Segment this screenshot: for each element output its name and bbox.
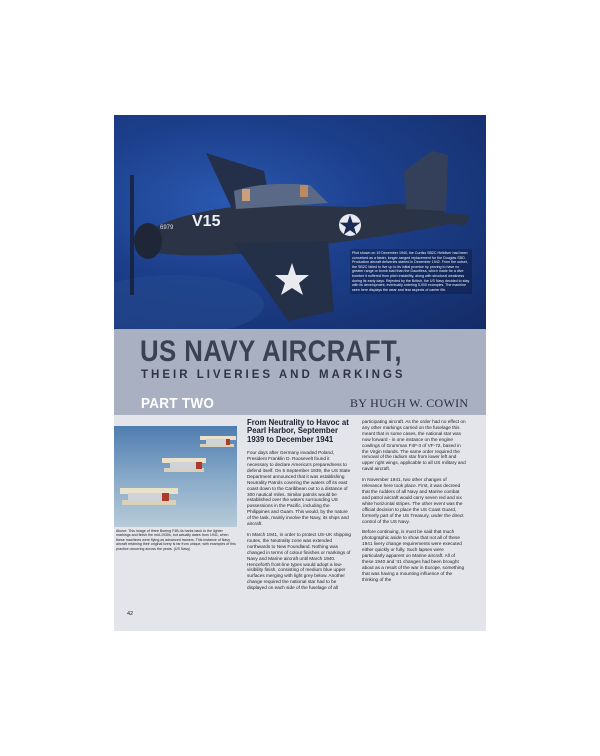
section-heading: From Neutrality to Havoc at Pearl Harbor, September 1939 to December 1941 <box>247 418 349 444</box>
biplane-icon <box>200 436 236 447</box>
paragraph: In November 1941, two other changes of relevance here took place. First, it was decreed that the rudders of all Navy and Marine combat and patrol aircraft would carry seven red and six white horizontal stripes. The other event was the official decision to place the US Coast Guard, formerly part of the US Treasury, under the direct control of the US Navy. <box>362 477 464 524</box>
biplane-icon <box>162 458 206 472</box>
article-subtitle: THEIR LIVERIES AND MARKINGS <box>141 369 406 381</box>
hero-photo <box>114 115 486 329</box>
paragraph: Before continuing, is must be said that much photographic aside to show that not all of these 1941 livery change requirements were executed either quickly or fully. Such lapses were particularly apparent on Marine aircraft. All of these 1940 and '41 changes had been brought about as a result of the war in Europe, something that was having a mounting influence of the thinking of the <box>362 529 465 582</box>
biplane-formation-illustration <box>114 426 237 527</box>
title-band <box>114 329 486 415</box>
article-title: US NAVY AIRCRAFT, <box>140 335 402 368</box>
biplane-icon <box>120 488 178 505</box>
magazine-page <box>114 115 486 631</box>
byline: BY HUGH W. COWIN <box>350 396 469 410</box>
inset-caption: Above: This image of three Boeing F4B-4s harks back to the lighter markings and finish the mid-1930s, but actually dates from 1941, when these machines were flying as advanced trainers. This instance of Navy aircraft retaining their original livery is far from unique, with examples of this practice occurring across the years. (US Navy) <box>116 529 236 551</box>
paragraph: In March 1941, in order to protect US-UK shipping routes, the Neutrality zone was extended northwards to New Foundland. Nothing was changed in terms of colour finishes or markings of Navy and Marine aircraft until March 1940. Henceforth front-line types would adopt a low-visibility finish, consisting of medium blue upper surfaces merging with light grey below. Another change required the national star had to be displayed on each side of the fuselage of all <box>247 532 351 591</box>
tail-code-marking: 6979 <box>160 225 174 231</box>
article-column-1 <box>247 419 351 596</box>
paragraph: participating aircraft. As the order had no effect on any other markings carried on the fuselage this meant that in some cases, the national star was now forward - in one instance on the engine cowlings of Grumman F4F-3 of VF-72, based in the Virgin Islands. The same order required the removal of the radium star from lower left and upper right wings, applicable to all US military and naval aircraft. <box>362 419 466 472</box>
paragraph: Four days after Germany invaded Poland, President Franklin D. Roosevelt found it necessary to declare America's preparedness to defend itself. On 5 September 1939, the US State Department announced that it was establishing Neutrality Patrols covering the waters off its east coast down to the Caribbean out to a distance of 300 nautical miles. Similar patrols would be established over the waters surrounding US possessions in the Pacific, including the Philippines and Guam. This would, by the nature of the task, mainly involve the Navy, its ships and aircraft. <box>247 450 351 527</box>
page-number: 42 <box>127 611 134 617</box>
hero-aircraft-illustration <box>114 115 486 329</box>
hero-caption: Pilot shown on 19 December 1940, the Curtiss SB2C Helldiver had been conceived as a faster, longer-ranged replacement for the Douglas SBD. Production aircraft deliveries started in December 1942. From the outset, the SB2C failed to live up to its initial promise by proving to have no greater range or bomb load than the Dauntless, which made for a dive bomber it suffered from pitch instability, along with structural weakness during its early days. Rejected by the British, the US Navy decided to stay with its development, eventually ordering 5,000 examples. The machine seen here displays the wear and tear aspects of carrier life. <box>350 249 472 294</box>
inset-photo <box>114 426 237 527</box>
part-label: PART TWO <box>141 395 215 412</box>
article-column-2 <box>362 419 466 588</box>
aircraft-code-marking: V15 <box>192 213 221 230</box>
